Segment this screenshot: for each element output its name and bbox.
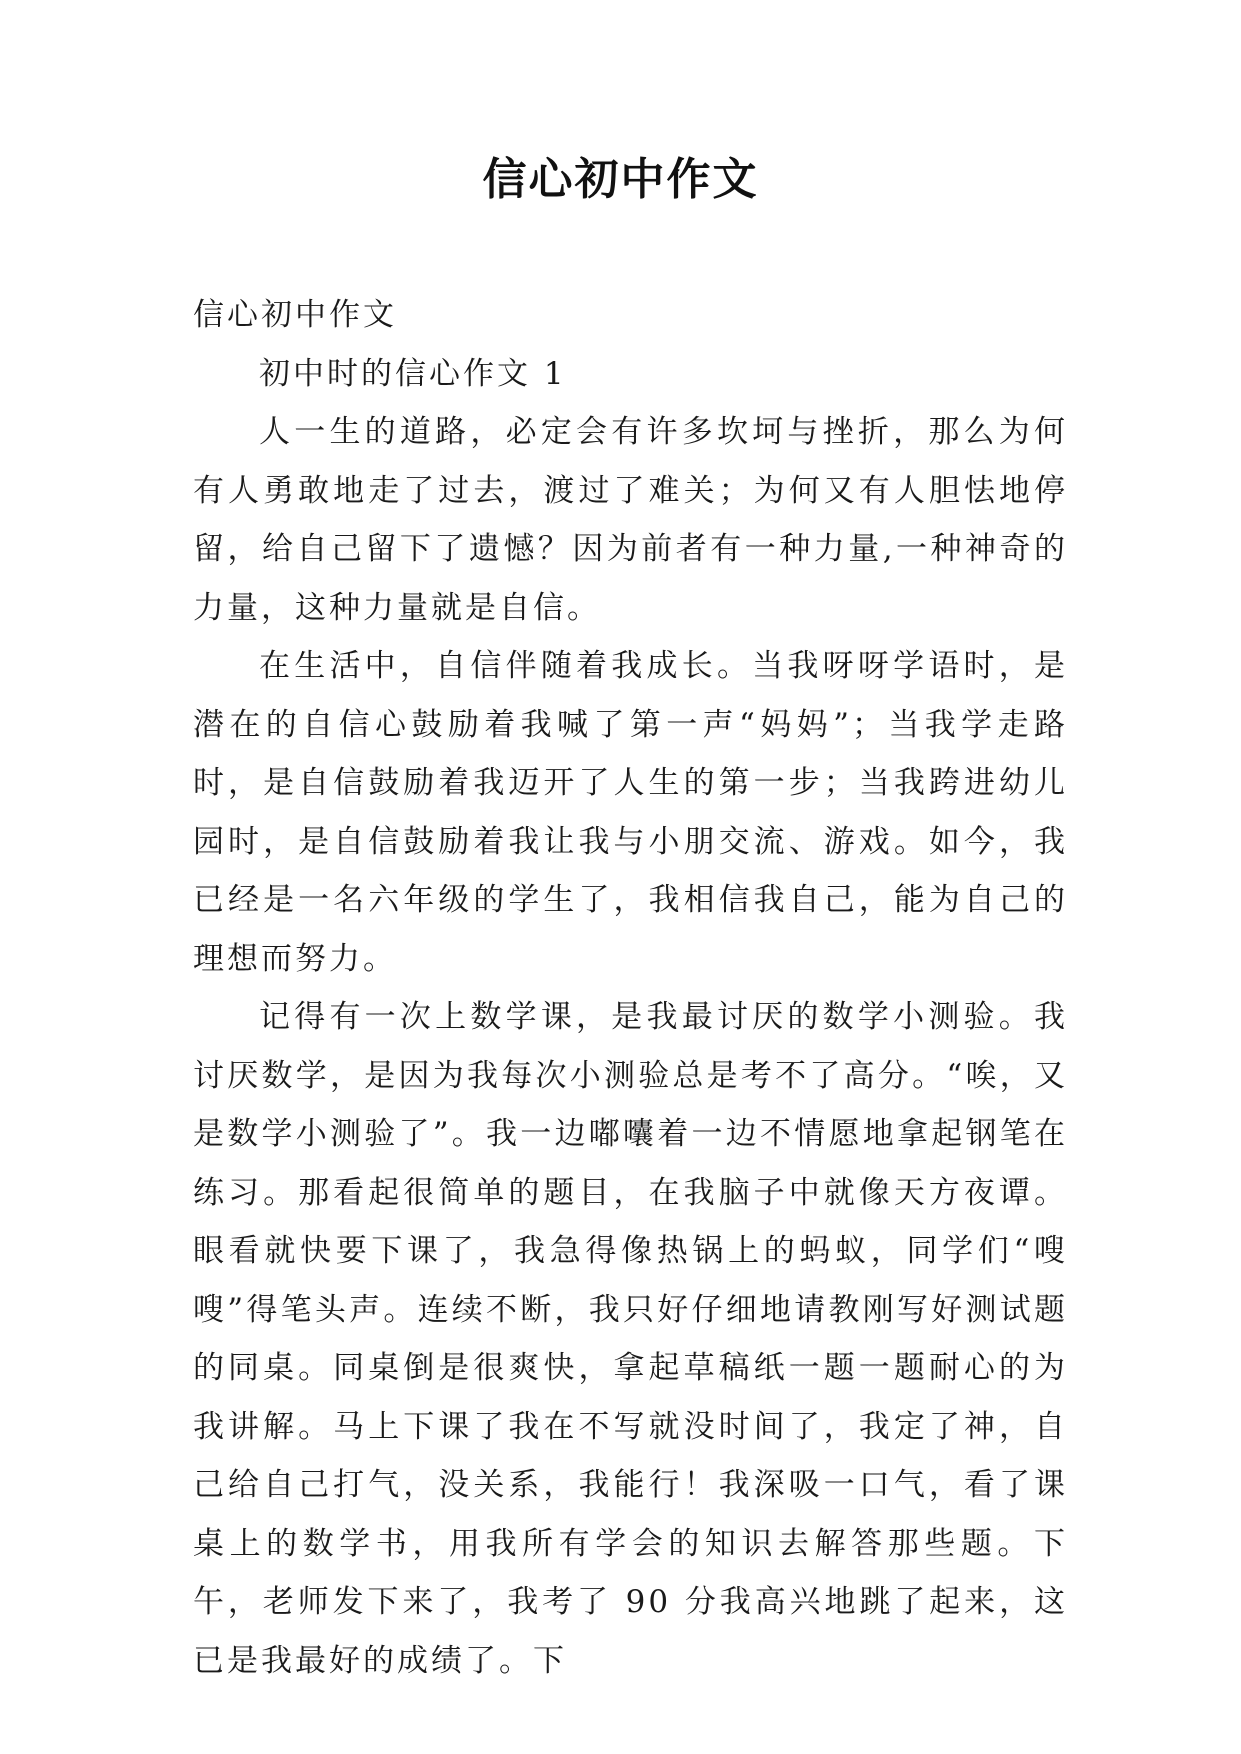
paragraph: 在生活中，自信伴随着我成长。当我呀呀学语时，是潜在的自信心鼓励着我喊了第一声“妈妈”；当我学走路时，是自信鼓励着我迈开了人生的第一步；当我跨进幼儿园时，是自信鼓励着我让我与小朋交流、游戏。如今，我已经是一名六年级的学生了，我相信我自己，能为自己的理想而努力。 <box>193 648 1068 977</box>
document-title: 信心初中作文 <box>482 154 759 205</box>
section-heading: 初中时的信心作文 1 <box>259 355 567 392</box>
paragraph: 记得有一次上数学课，是我最讨厌的数学小测验。我讨厌数学，是因为我每次小测验总是考不了高分。“唉，又是数学小测验了”。我一边嘟囔着一边不情愿地拿起钢笔在练习。那看起很简单的题目，在我脑子中就像天方夜谭。眼看就快要下课了，我急得像热锅上的蚂蚁，同学们“嗖嗖”得笔头声。连续不断，我只好仔细地请教刚写好测试题的同桌。同桌倒是很爽快，拿起草稿纸一题一题耐心的为我讲解。马上下课了我在不写就没时间了，我定了神，自己给自己打气，没关系，我能行！我深吸一口气，看了课桌上的数学书，用我所有学会的知识去解答那些题。下午，老师发下来了，我考了 90 分我高兴地跳了起来，这已是我最好的成绩了。下 <box>193 999 1068 1679</box>
document-subtitle: 信心初中作文 <box>193 297 397 333</box>
document-body <box>193 286 1068 1690</box>
paragraph: 人一生的道路，必定会有许多坎坷与挫折，那么为何有人勇敢地走了过去，渡过了难关；为何又有人胆怯地停留，给自己留下了遗憾？因为前者有一种力量,一种神奇的力量，这种力量就是自信。 <box>193 414 1068 626</box>
